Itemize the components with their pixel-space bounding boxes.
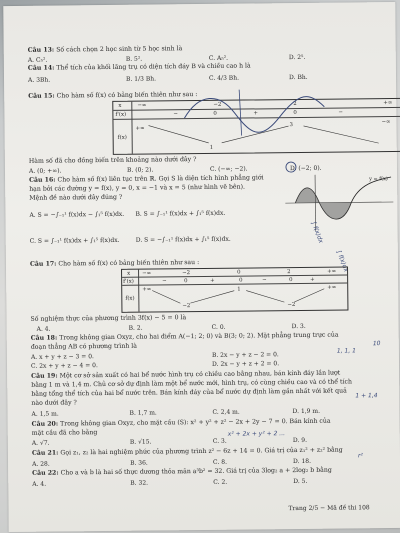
q15-head-fprime: f'(x) bbox=[115, 111, 127, 118]
q15-sign-2: − bbox=[338, 109, 343, 116]
q17-x-4: +∞ bbox=[327, 268, 337, 275]
q22-opt-a: A. 4. bbox=[32, 480, 47, 488]
q15-x-1: −2 bbox=[213, 101, 222, 108]
q16-stem-3: Mệnh đề nào dưới đây đúng ? bbox=[29, 193, 123, 202]
q15-f-top-right: −∞ bbox=[381, 119, 391, 126]
q22-stem: Câu 22: Cho a và b là hai số thực dương thỏa mãn a³b² = 32. Giá trị của 3log₂ a + 2log₂ b bằng bbox=[32, 466, 332, 477]
q15-opt-c: C. (−∞; −2). bbox=[209, 165, 248, 173]
q17-head-fprime: f'(x) bbox=[123, 278, 134, 285]
q13-opt-d: D. 2⁵. bbox=[288, 53, 306, 62]
q17-zero-0: 0 bbox=[184, 278, 188, 285]
q18-opt-d: D. 2x − y + z + 2 = 0. bbox=[211, 360, 280, 368]
q17-variation-table bbox=[121, 266, 348, 312]
q22-opt-d: D. 5. bbox=[293, 477, 308, 486]
q19-stem: Câu 19: Một cơ sở sản xuất có hai bể nước hình trụ có chiều cao bằng nhau, bán kính đáy lần lượt bbox=[31, 369, 341, 380]
q17-x-0: −∞ bbox=[142, 270, 152, 277]
q15-x-2: 2 bbox=[293, 100, 297, 108]
q16-stem-2: hạn bởi các đường y = f(x), y = 0, x = −1 và x = 5 (như hình vẽ bên). bbox=[29, 183, 245, 193]
q13-opt-b: B. 5². bbox=[125, 55, 143, 63]
q14-opt-a: A. 3Bh. bbox=[27, 76, 51, 84]
q19-stem-2: bằng 1 m và 1,4 m. Chủ cơ sở dự định làm một bể nước mới, hình trụ, có cùng chiều cao và có thể tích bbox=[31, 378, 352, 389]
q20-stem: Câu 20: Trong không gian Oxyz, cho mặt cầu (S): x² + y² + z² − 2x + 2y − 7 = 0. Bán kính của bbox=[31, 417, 331, 428]
q20-stem-2: mặt cầu đã cho bằng bbox=[31, 429, 98, 437]
q17-sign-0: − bbox=[162, 278, 167, 285]
q17-x-1: −2 bbox=[182, 270, 191, 277]
q18-stem: Câu 18: Trong không gian Oxyz, cho hai điểm A(−1; 2; 0) và B(3; 0; 2). Mặt phẳng trung trực của bbox=[30, 331, 339, 342]
q18-handwriting: 1, 1, 1 bbox=[336, 347, 357, 355]
q15-x-3: +∞ bbox=[383, 99, 393, 107]
q13-opt-c: C. A₅². bbox=[208, 54, 229, 62]
q17-f-3: −2 bbox=[287, 302, 296, 309]
q19-handwriting: 1 + 1,4 bbox=[355, 392, 378, 400]
q15-zero-1: 0 bbox=[293, 109, 297, 117]
q13-stem: Câu 13: Số cách chọn 2 học sinh từ 5 học sinh là bbox=[27, 45, 183, 54]
q15-head-x: x bbox=[118, 102, 122, 109]
q21-opt-c: C. 8. bbox=[213, 458, 228, 466]
q20-handwriting: x² + 2x + y² + 2 ... bbox=[227, 430, 286, 438]
q21-stem: Câu 21: Gọi z₁, z₂ là hai nghiệm phức của phương trình z² − 6z + 14 = 0. Giá trị của z₁² + z₂² bằng bbox=[31, 446, 343, 457]
q17-sign-3: + bbox=[310, 276, 315, 283]
q17-zero-2: 0 bbox=[289, 277, 293, 284]
q17-x-2: 0 bbox=[237, 269, 241, 276]
q15-x-0: −∞ bbox=[137, 102, 147, 109]
q19-opt-c: C. 2,4 m. bbox=[212, 408, 240, 416]
q15-handwritten-curve bbox=[179, 87, 330, 149]
q15-sign-1: + bbox=[253, 110, 258, 117]
q17-opt-d: D. 3. bbox=[291, 322, 306, 331]
q14-stem: Câu 14: Thể tích của khối lăng trụ có diện tích đáy B và chiều cao h là bbox=[27, 62, 251, 72]
q21-opt-b: B. 36. bbox=[130, 459, 148, 467]
q16-handwriting-1: ∫ f(x)dx bbox=[309, 220, 325, 245]
q15-head-f: f(x) bbox=[117, 134, 127, 141]
q17-stem: Câu 17: Cho hàm số f(x) có bảng biến thiên như sau : bbox=[29, 259, 200, 268]
q22-opt-b: B. 32. bbox=[130, 479, 149, 487]
q15-zero-0: 0 bbox=[213, 110, 217, 117]
q14-opt-b: B. 1/3 Bh. bbox=[125, 75, 157, 83]
q17-f-0: +∞ bbox=[142, 286, 152, 293]
q16-figure bbox=[285, 172, 396, 233]
q20-opt-d: D. 9. bbox=[292, 436, 307, 445]
q14-opt-d: D. Bh. bbox=[288, 73, 308, 82]
q16-opt-d: D. S = −∫₋₁¹ f(x)dx + ∫₁⁵ f(x)dx. bbox=[135, 235, 231, 244]
q19-stem-4: nào dưới đây ? bbox=[31, 399, 77, 407]
q15-f-max: 3 bbox=[289, 122, 293, 129]
q17-opt-c: C. 0. bbox=[211, 323, 226, 331]
q15-f-left: +∞ bbox=[135, 125, 145, 132]
q20-opt-c: C. 3. bbox=[212, 437, 227, 445]
q17-f-4: +∞ bbox=[327, 284, 337, 291]
q18-stem-2: đoạn thẳng AB có phương trình là bbox=[30, 342, 138, 351]
q17-x-3: 2 bbox=[287, 269, 291, 276]
q15-opt-d: D. (−2; 0). bbox=[289, 164, 322, 173]
q17-opt-b: B. 2. bbox=[128, 324, 143, 332]
q19-opt-b: B. 1,7 m. bbox=[129, 409, 157, 417]
q21-opt-d: D. 18. bbox=[293, 457, 312, 466]
q20-opt-b: B. √15. bbox=[129, 438, 152, 446]
q19-stem-3: bằng tổng thể tích của hai bể nước trên. Bán kính đáy của bể nước dự định làm gần nhất với kết quả bbox=[31, 387, 347, 398]
q16-curve-label: y = f(x) bbox=[369, 176, 388, 183]
q15-stem: Câu 15: Cho hàm số f(x) có bảng biến thiên như sau : bbox=[28, 91, 198, 100]
q16-opt-a: A. S = −∫₋₁¹ f(x)dx − ∫₁⁵ f(x)dx. bbox=[29, 210, 125, 219]
q21-opt-a: A. 28. bbox=[32, 460, 50, 468]
q20-opt-a: A. √7. bbox=[31, 439, 50, 447]
q22-opt-c: C. 2. bbox=[213, 478, 228, 486]
q17-opt-a: A. 4. bbox=[36, 325, 51, 333]
q19-opt-d: D. 1,9 m. bbox=[292, 407, 321, 416]
q18-handwriting-2: 10 bbox=[372, 340, 381, 348]
q15-f-min: 1 bbox=[209, 144, 214, 151]
q17-question: Số nghiệm thực của phương trình 3f(x) − 5 = 0 là bbox=[30, 314, 187, 323]
q17-f-1: −2 bbox=[182, 303, 191, 310]
q16-opt-b: B. S = ∫₋₁¹ f(x)dx + ∫₁⁵ f(x)dx. bbox=[135, 209, 226, 218]
q15-answer-circle bbox=[285, 161, 297, 173]
q16-handwriting-2: ∫ f(x)dx bbox=[335, 249, 350, 273]
q16-stem: Câu 16: Cho hàm số f(x) liên tục trên ℝ. Gọi S là diện tích hình phẳng giới bbox=[29, 174, 264, 184]
q15-opt-a: A. (0; +∞). bbox=[28, 167, 62, 175]
q18-opt-c: C. 2x + y + z − 4 = 0. bbox=[30, 362, 98, 370]
page-footer: Trang 2/5 − Mã đề thi 108 bbox=[288, 504, 370, 513]
q14-opt-c: C. 4/3 Bh. bbox=[208, 74, 239, 82]
q17-head-x: x bbox=[127, 270, 131, 277]
q17-zero-1: 0 bbox=[239, 277, 243, 284]
exam-page bbox=[3, 2, 400, 532]
q17-sign-2: − bbox=[262, 277, 267, 284]
q21-handwriting: r² bbox=[357, 452, 363, 460]
q16-opt-c: C. S = ∫₋₁¹ f(x)dx + ∫₁⁵ f(x)dx. bbox=[29, 236, 120, 245]
q19-opt-a: A. 1,5 m. bbox=[31, 410, 59, 418]
q17-arrows bbox=[122, 267, 347, 311]
q13-opt-a: A. C₅². bbox=[27, 56, 48, 64]
q15-opt-b: B. (0; 2). bbox=[126, 166, 154, 174]
q15-question: Hàm số đã cho đồng biến trên khoảng nào dưới đây ? bbox=[28, 156, 197, 165]
q17-sign-1: + bbox=[210, 277, 215, 284]
q17-f-2: 1 bbox=[237, 286, 241, 293]
q18-opt-a: A. x + y + z − 3 = 0. bbox=[30, 353, 94, 361]
q15-sign-0: − bbox=[173, 111, 178, 118]
q17-head-f: f(x) bbox=[125, 295, 135, 302]
q18-opt-b: B. 2x − y + z − 2 = 0. bbox=[211, 351, 279, 359]
